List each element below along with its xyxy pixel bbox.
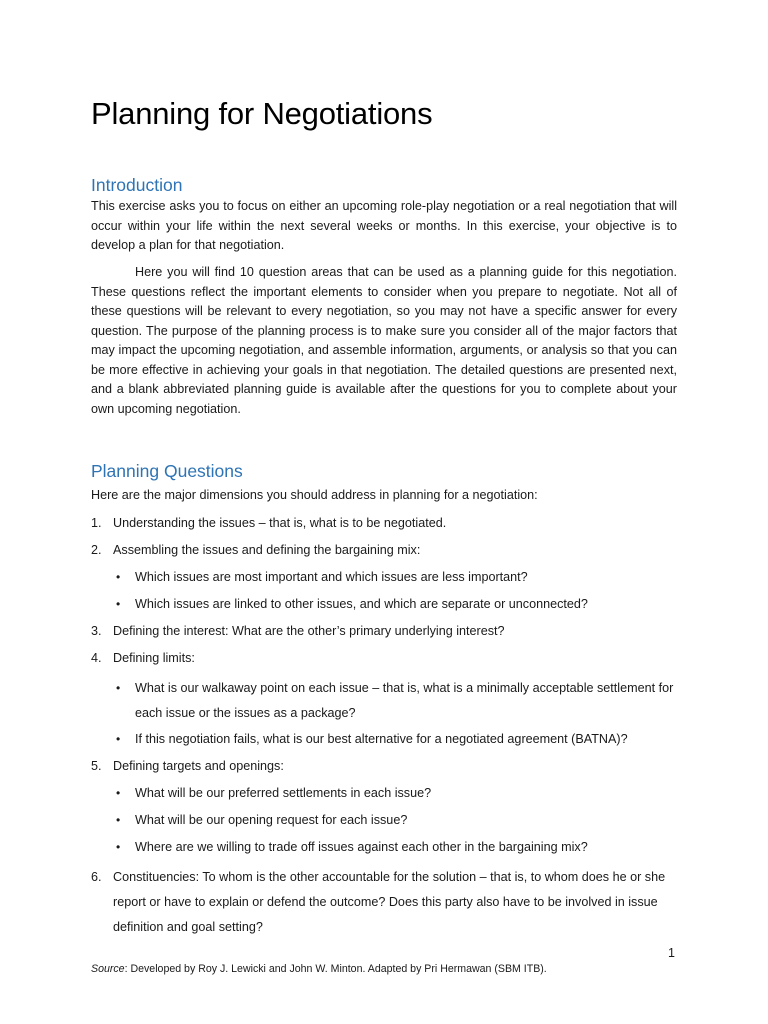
sub-list-item [113, 676, 681, 726]
sub-list [113, 784, 681, 857]
page-number: 1 [668, 946, 675, 960]
item-number: 1. [91, 516, 102, 530]
sub-item-text: What will be our opening request for each issue? [135, 813, 408, 827]
planning-questions-heading: Planning Questions [91, 461, 243, 481]
item-text: Defining limits: [113, 651, 195, 665]
bullet-icon: • [116, 786, 121, 800]
item-number: 4. [91, 651, 102, 665]
source-label: Source [91, 963, 125, 975]
item-number: 3. [91, 624, 102, 638]
planning-questions-list [91, 514, 681, 948]
sub-list-item [113, 811, 681, 830]
list-item [91, 541, 681, 614]
sub-list-item [113, 568, 681, 587]
bullet-icon: • [116, 813, 121, 827]
bullet-icon: • [116, 597, 121, 611]
item-text: Defining the interest: What are the other’s primary underlying interest? [113, 624, 505, 638]
sub-item-text: Where are we willing to trade off issues against each other in the bargaining mix? [135, 840, 588, 854]
item-text: Assembling the issues and defining the bargaining mix: [113, 543, 421, 557]
sub-list-item [113, 784, 681, 803]
sub-item-text: If this negotiation fails, what is our best alternative for a negotiated agreement (BATNA)? [135, 732, 628, 746]
list-item [91, 649, 681, 749]
item-text: Constituencies: To whom is the other accountable for the solution – that is, to whom does he or she report or have to explain or defend the outcome? Does this party also have to be involved in issue definition and goal setting? [113, 870, 666, 934]
sub-list [113, 568, 681, 614]
list-item [91, 757, 681, 857]
item-number: 6. [91, 870, 102, 884]
item-number: 5. [91, 759, 102, 773]
item-number: 2. [91, 543, 102, 557]
item-text: Defining targets and openings: [113, 759, 284, 773]
sub-list [113, 676, 681, 749]
page-title: Planning for Negotiations [91, 96, 433, 131]
list-item [91, 865, 681, 940]
introduction-heading: Introduction [91, 175, 183, 195]
sub-list-item [113, 595, 681, 614]
sub-item-text: What is our walkaway point on each issue – that is, what is a minimally acceptable settlement for each issue or the issues as a package? [135, 681, 674, 720]
source-text: : Developed by Roy J. Lewicki and John W. Minton. Adapted by Pri Hermawan (SBM ITB). [124, 963, 547, 975]
sub-item-text: Which issues are most important and which issues are less important? [135, 570, 528, 584]
bullet-icon: • [116, 732, 121, 746]
sub-list-item [113, 730, 681, 749]
item-text: Understanding the issues – that is, what is to be negotiated. [113, 516, 447, 530]
planning-lead-text: Here are the major dimensions you should address in planning for a negotiation: [91, 488, 538, 502]
bullet-icon: • [116, 570, 121, 584]
list-item [91, 514, 681, 533]
sub-list-item [113, 838, 681, 857]
bullet-icon: • [116, 840, 121, 854]
source-footnote [91, 963, 547, 975]
bullet-icon: • [116, 681, 121, 695]
intro-paragraph-1: This exercise asks you to focus on either an upcoming role-play negotiation or a real negotiation that will occur within your life within the next several weeks or months. In this exercise, your objective is to develop a plan for that negotiation. [91, 199, 677, 252]
sub-item-text: What will be our preferred settlements in each issue? [135, 786, 432, 800]
intro-paragraph-2: Here you will find 10 question areas that can be used as a planning guide for this negotiation. These questions reflect the important elements to consider when you prepare to negotiate. Not all of these questions will be relevant to every negotiation, so you may not have a specific answer for every question. The purpose of the planning process is to make sure you consider all of the major factors that may impact the upcoming negotiation, and assemble information, arguments, or analysis so that you can be more effective in achieving your goals in that negotiation. The detailed questions are presented next, and a blank abbreviated planning guide is available after the questions for you to complete about your own upcoming negotiation. [91, 265, 677, 416]
list-item [91, 622, 681, 641]
sub-item-text: Which issues are linked to other issues, and which are separate or unconnected? [135, 597, 588, 611]
